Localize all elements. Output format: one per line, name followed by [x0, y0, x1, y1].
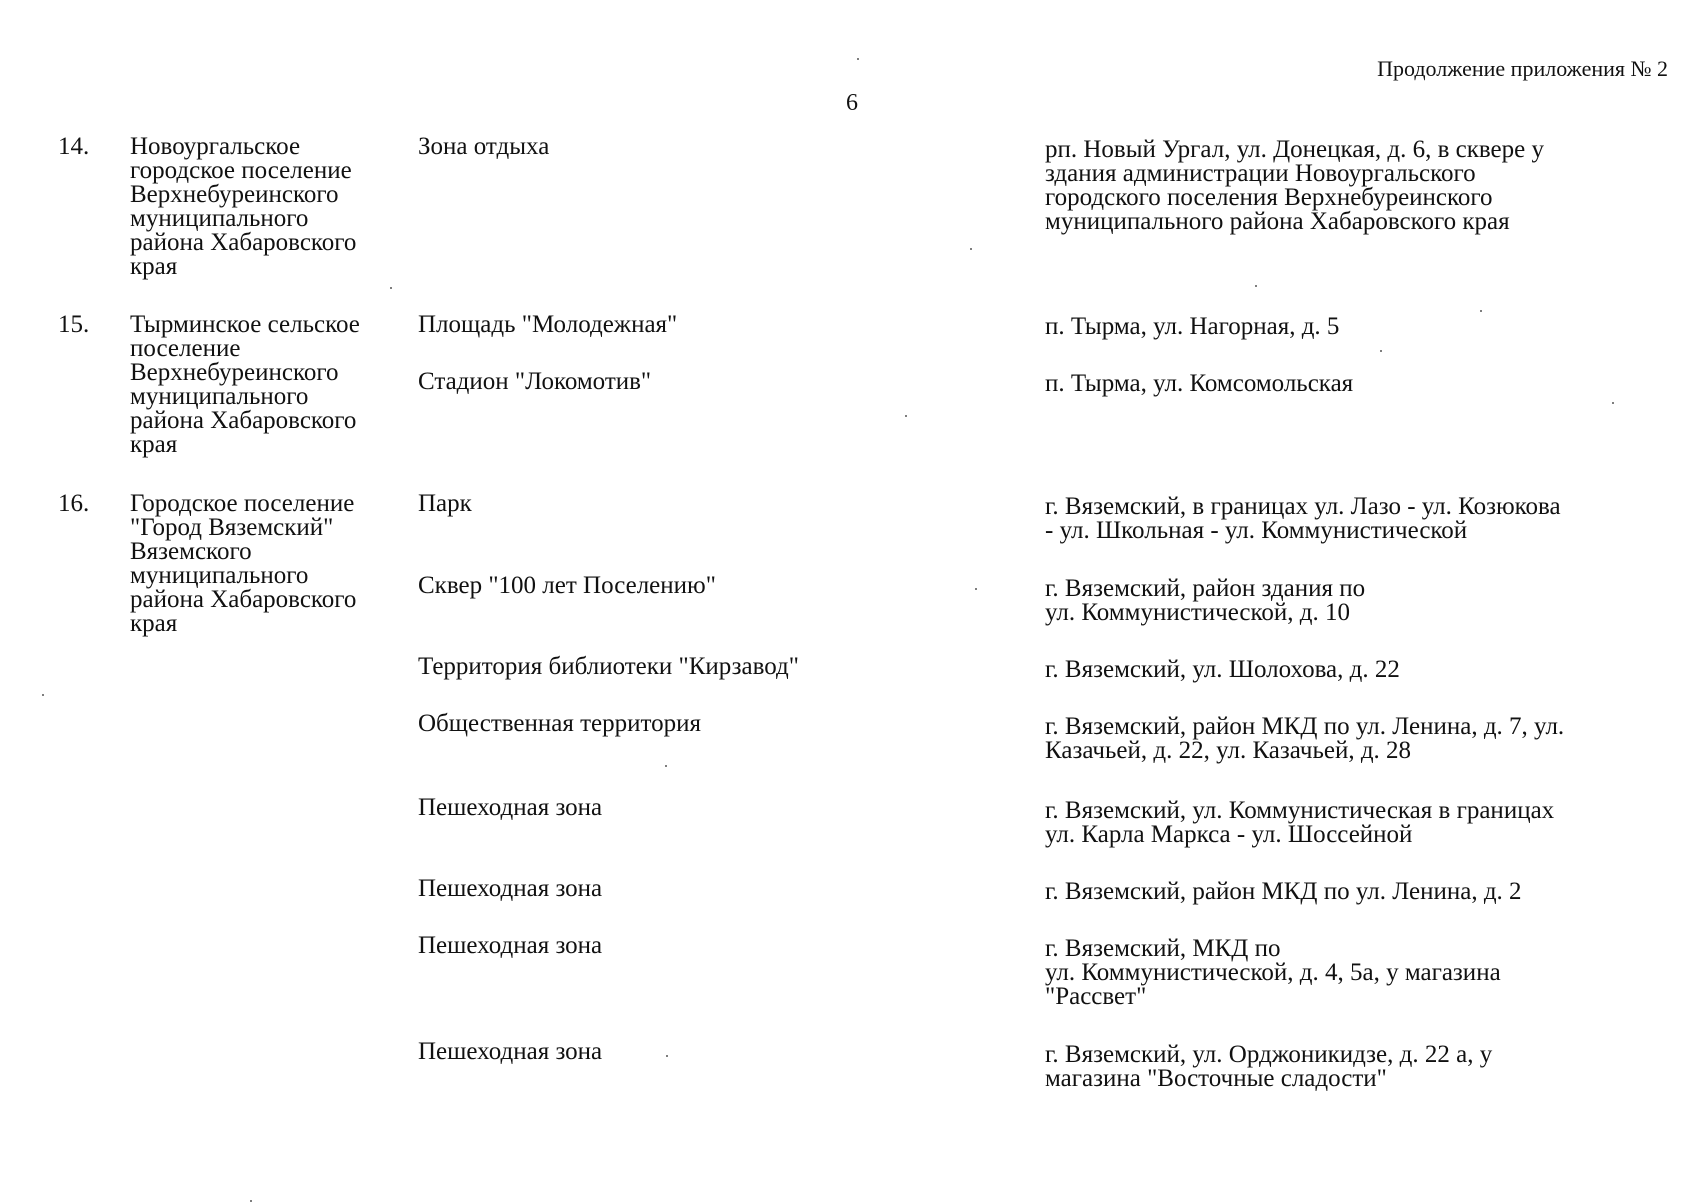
object-name: Пешеходная зона: [418, 932, 603, 959]
text-line: городское поселение: [130, 157, 352, 184]
text-line: - ул. Школьная - ул. Коммунистической: [1045, 517, 1468, 544]
object-address: [1045, 715, 1685, 763]
text-line: Верхнебуреинского: [130, 181, 339, 208]
text-line: г. Вяземский, ул. Коммунистическая в границах: [1045, 797, 1555, 824]
text-line: поселение: [130, 335, 241, 362]
text-line: г. Вяземский, в границах ул. Лазо - ул. Козюкова: [1045, 493, 1561, 520]
object-address: [1045, 315, 1685, 339]
text-line: края: [130, 610, 178, 637]
scan-speck: [42, 694, 44, 696]
municipality-name: [130, 135, 415, 279]
text-line: городского поселения Верхнебуреинского: [1045, 184, 1493, 211]
scan-speck: [1612, 402, 1614, 404]
object-name: Пешеходная зона: [418, 794, 603, 821]
text-line: Казачьей, д. 22, ул. Казачьей, д. 28: [1045, 737, 1412, 764]
text-line: Новоургальское: [130, 133, 301, 160]
object-address: [1045, 658, 1685, 682]
text-line: Городское поселение: [130, 490, 355, 517]
text-line: муниципального района Хабаровского края: [1045, 208, 1510, 235]
text-line: муниципального: [130, 383, 309, 410]
scan-speck: [1480, 310, 1482, 312]
object-address: [1045, 577, 1685, 625]
scan-speck: [857, 58, 859, 60]
object-name: Парк: [418, 490, 472, 517]
scan-speck: [390, 287, 392, 289]
text-line: п. Тырма, ул. Комсомольская: [1045, 370, 1354, 397]
text-line: магазина "Восточные сладости": [1045, 1065, 1387, 1092]
municipality-name: [130, 313, 415, 457]
object-address: [1045, 880, 1685, 904]
text-line: Вяземского: [130, 538, 252, 565]
scan-speck: [665, 765, 667, 767]
text-line: г. Вяземский, МКД по: [1045, 935, 1281, 962]
object-address: [1045, 138, 1685, 234]
scan-speck: [1255, 285, 1257, 287]
page-number: 6: [846, 90, 858, 116]
text-line: края: [130, 253, 178, 280]
object-name: Стадион "Локомотив": [418, 368, 652, 395]
page-note: Продолжение приложения № 2: [1377, 56, 1668, 81]
row-number: 16.: [58, 490, 90, 517]
text-line: муниципального: [130, 562, 309, 589]
object-name: Территория библиотеки "Кирзавод": [418, 653, 799, 680]
row-number: 14.: [58, 133, 90, 160]
municipality-name: [130, 492, 415, 636]
object-name: Зона отдыха: [418, 133, 550, 160]
text-line: Верхнебуреинского: [130, 359, 339, 386]
text-line: района Хабаровского: [130, 229, 357, 256]
object-name: Общественная территория: [418, 710, 701, 737]
text-line: "Рассвет": [1045, 983, 1147, 1010]
object-name: Пешеходная зона: [418, 875, 603, 902]
object-address: [1045, 937, 1685, 1009]
object-address: [1045, 372, 1685, 396]
text-line: г. Вяземский, район здания по: [1045, 575, 1366, 602]
text-line: г. Вяземский, ул. Шолохова, д. 22: [1045, 656, 1400, 683]
object-address: [1045, 1043, 1685, 1091]
object-address: [1045, 495, 1685, 543]
text-line: г. Вяземский, район МКД по ул. Ленина, д. 2: [1045, 878, 1522, 905]
text-line: Тырминское сельское: [130, 311, 360, 338]
object-address: [1045, 799, 1685, 847]
object-name: Сквер "100 лет Поселению": [418, 572, 716, 599]
text-line: здания администрации Новоургальского: [1045, 160, 1476, 187]
text-line: ул. Коммунистической, д. 10: [1045, 599, 1350, 626]
scan-speck: [905, 415, 907, 417]
text-line: ул. Коммунистической, д. 4, 5а, у магазина: [1045, 959, 1501, 986]
text-line: "Город Вяземский": [130, 514, 334, 541]
text-line: края: [130, 431, 178, 458]
text-line: района Хабаровского: [130, 407, 357, 434]
scan-speck: [1380, 350, 1382, 352]
scan-speck: [666, 1055, 668, 1057]
text-line: ул. Карла Маркса - ул. Шоссейной: [1045, 821, 1413, 848]
scan-speck: [975, 588, 977, 590]
text-line: района Хабаровского: [130, 586, 357, 613]
row-number: 15.: [58, 311, 90, 338]
text-line: п. Тырма, ул. Нагорная, д. 5: [1045, 313, 1340, 340]
object-name: Площадь "Молодежная": [418, 311, 678, 338]
text-line: рп. Новый Ургал, ул. Донецкая, д. 6, в сквере у: [1045, 136, 1544, 163]
text-line: г. Вяземский, ул. Орджоникидзе, д. 22 а, у: [1045, 1041, 1493, 1068]
text-line: г. Вяземский, район МКД по ул. Ленина, д. 7, ул.: [1045, 713, 1565, 740]
scan-speck: [970, 248, 972, 250]
text-line: муниципального: [130, 205, 309, 232]
object-name: Пешеходная зона: [418, 1038, 603, 1065]
